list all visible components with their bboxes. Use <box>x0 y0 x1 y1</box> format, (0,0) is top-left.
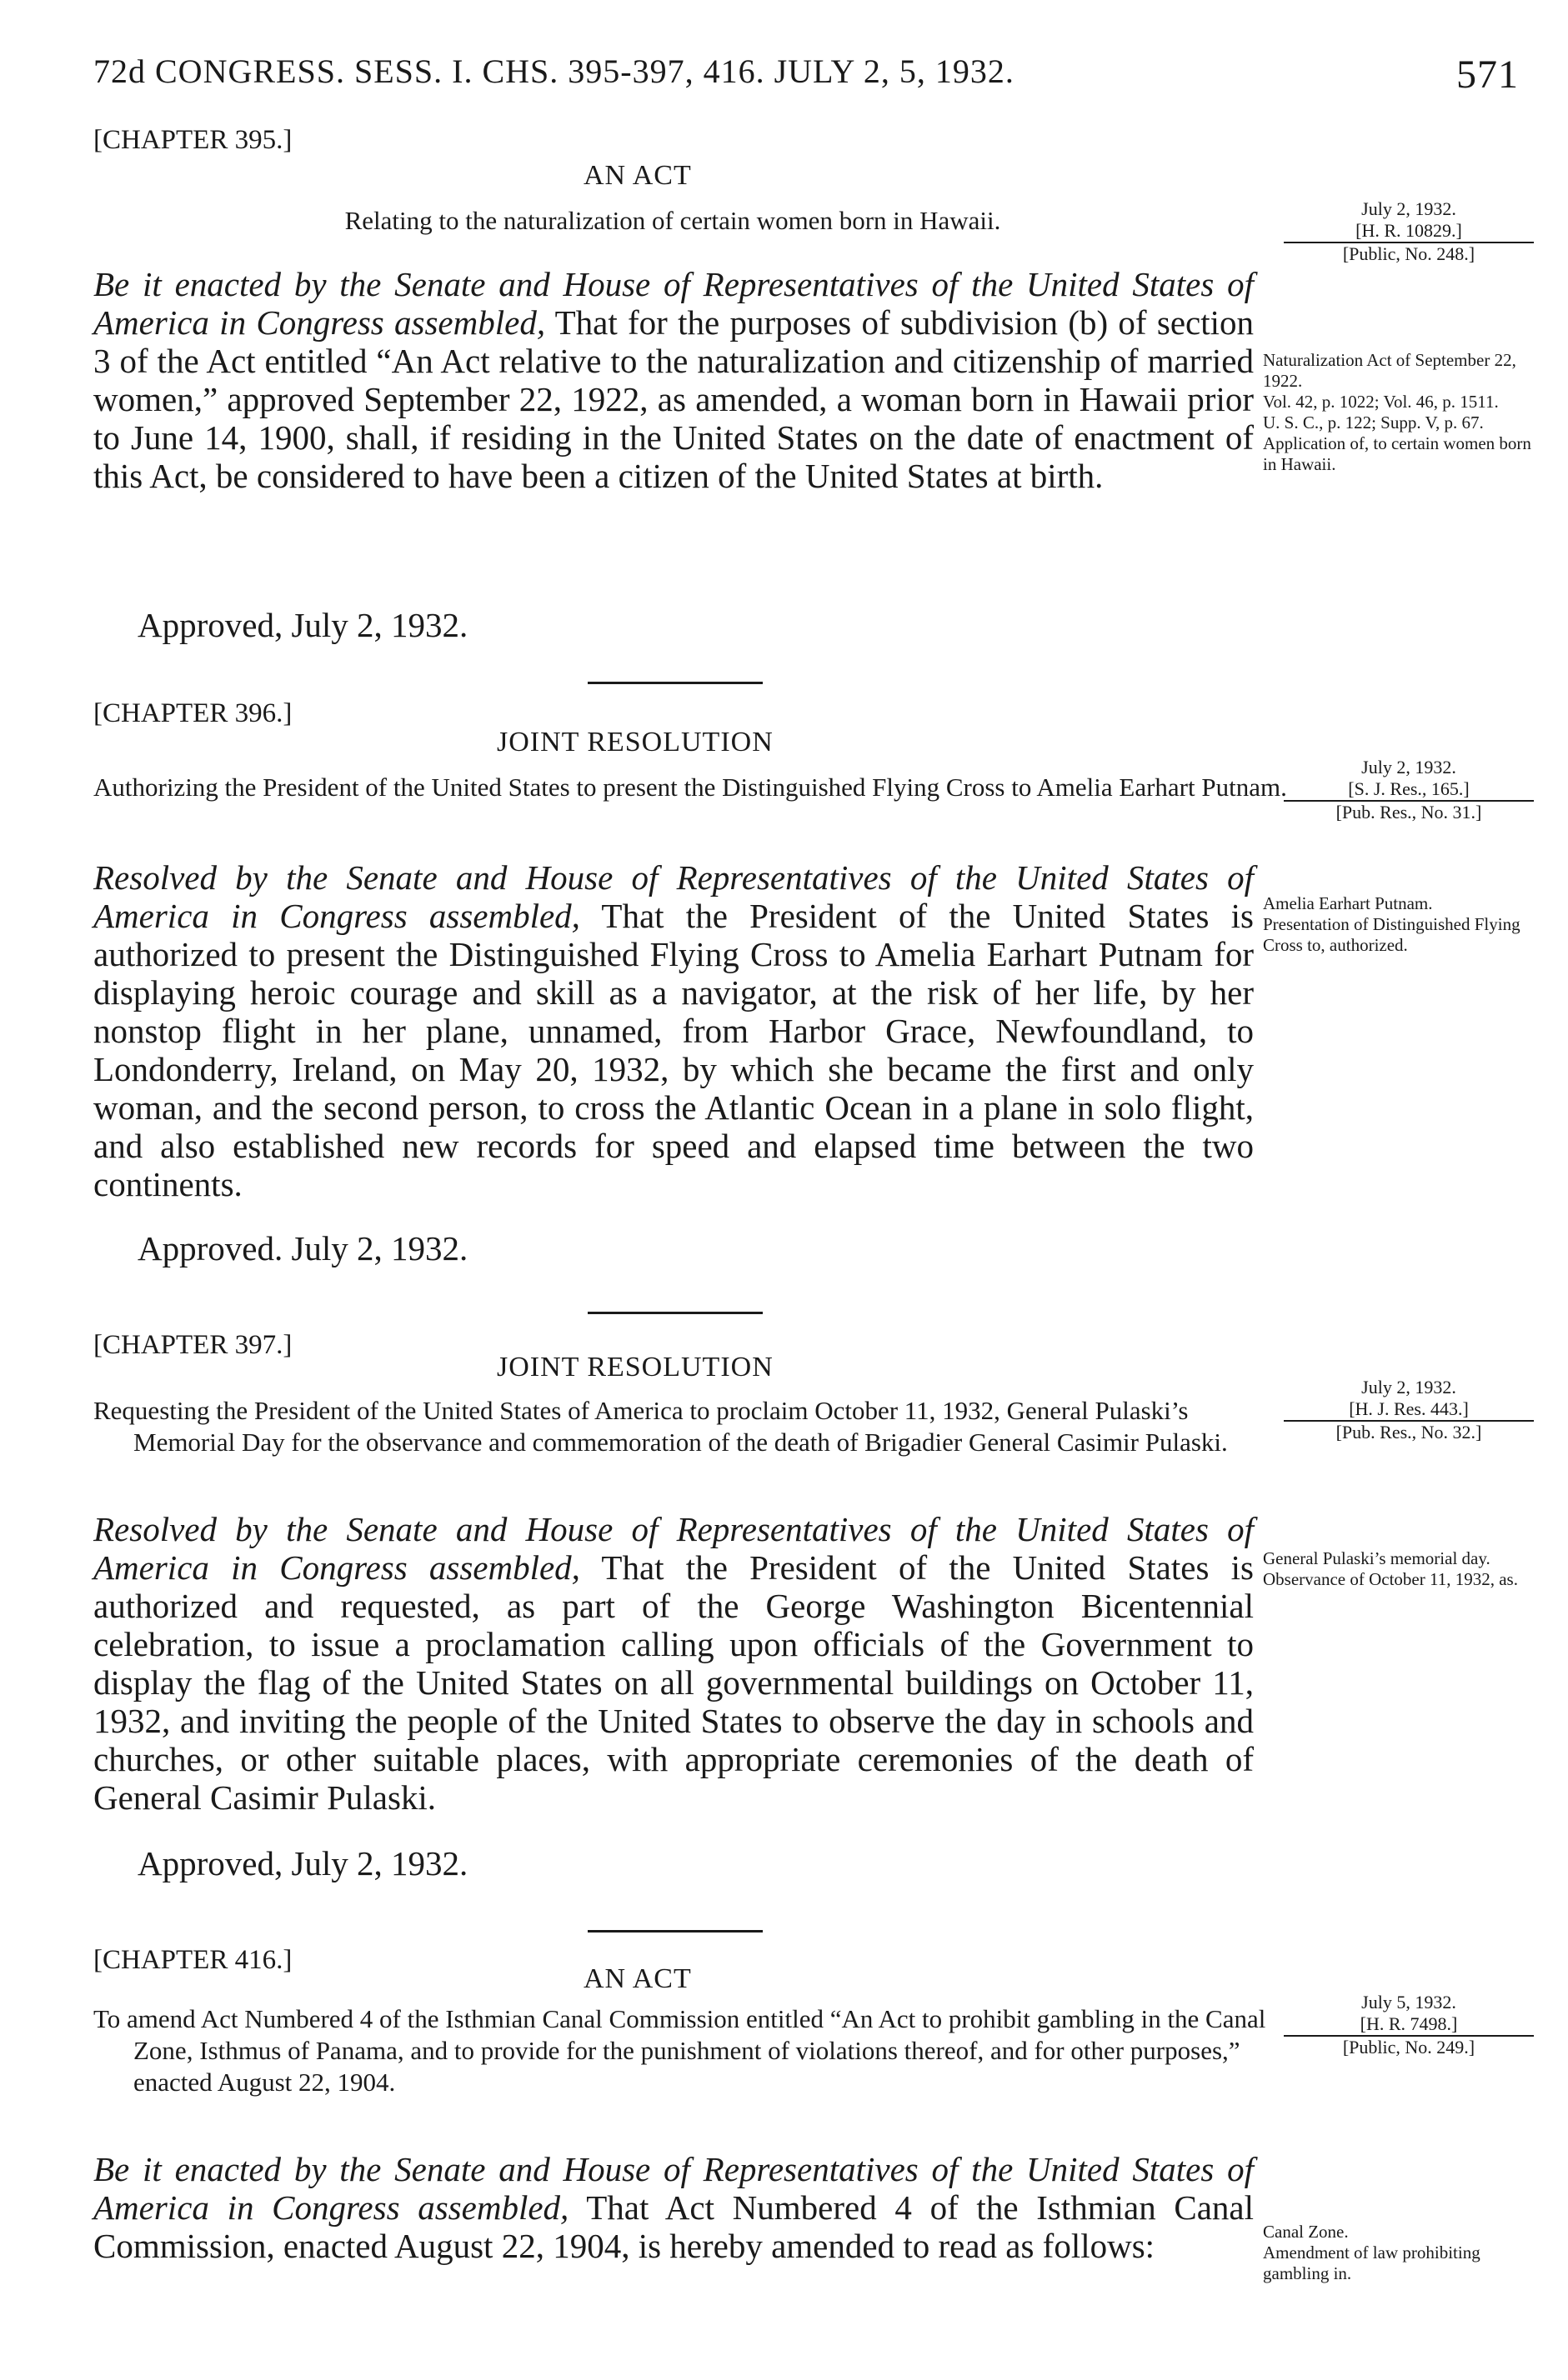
section-divider <box>588 1312 763 1314</box>
chapter-397-public-number: [Pub. Res., No. 32.] <box>1335 1422 1482 1442</box>
chapter-395-side-notes <box>1263 350 1542 475</box>
chapter-397-bill-number: [H. J. Res. 443.] <box>1284 1398 1534 1422</box>
chapter-416-label: [CHAPTER 416.] <box>93 1945 293 1975</box>
chapter-396-public-number: [Pub. Res., No. 31.] <box>1335 802 1482 822</box>
chapter-416-body-text: That Act Numbered 4 of the Isthmian Canal Commission, enacted August 22, 1904, is hereby amended to read as follows: <box>93 2188 1255 2265</box>
chapter-416-act-type: AN ACT <box>584 1963 692 1994</box>
side-note: Presentation of Distinguished Flying Cross to, authorized. <box>1263 914 1520 955</box>
chapter-395-public-number: [Public, No. 248.] <box>1342 243 1475 264</box>
chapter-416-public-number: [Public, No. 249.] <box>1342 2037 1475 2058</box>
chapter-396-body-text: That the President of the United States is authorized to present the Distinguished Flying Cross to Amelia Earhart Putnam for displaying heroic courage and skill as a navigator, at the risk of her life, by her nonstop flight in her plane, unnamed, from Harbor Grace, Newfoundland, to Londonderry, Ireland, on May 20, 1932, by which she became the first and only woman, and the second person, to cross the Atlantic Ocean in a plane in solo flight, and also established new records for speed and elapsed time between the two continents. <box>93 897 1254 1203</box>
chapter-397-enacting-clause: Resolved by the Senate and House of Representatives of the United States of America in Congress assembled, <box>93 1510 1254 1587</box>
chapter-396-title: Authorizing the President of the United States to present the Distinguished Flying Cross to Amelia Earhart Putnam. <box>93 772 1287 802</box>
chapter-395-date: July 2, 1932. <box>1361 198 1456 219</box>
chapter-397-side-notes <box>1263 1548 1542 1590</box>
chapter-416-enacting-clause: Be it enacted by the Senate and House of Representatives of the United States of America in Congress assembled, <box>93 2150 1254 2227</box>
chapter-416-margin-citation <box>1284 1992 1534 2058</box>
chapter-416-body <box>93 2150 1254 2265</box>
chapter-395-title: Relating to the naturalization of certain women born in Hawaii. <box>344 206 1001 235</box>
chapter-397-body <box>93 1510 1254 1817</box>
chapter-395-label: [CHAPTER 395.] <box>93 125 293 155</box>
side-note: Canal Zone. <box>1263 2222 1349 2242</box>
chapter-397-title: Requesting the President of the United States of America to proclaim October 11, 1932, General Pulaski’s Memorial Day for the observance and commemoration of the death of Brigadier General Casimir Pulaski. <box>93 1396 1228 1457</box>
chapter-395-bill-number: [H. R. 10829.] <box>1284 220 1534 243</box>
chapter-396-margin-citation <box>1284 757 1534 823</box>
chapter-396-act-type: JOINT RESOLUTION <box>497 727 774 758</box>
chapter-395-approved: Approved, July 2, 1932. <box>138 606 468 644</box>
chapter-396-approved: Approved. July 2, 1932. <box>138 1229 468 1268</box>
section-divider <box>588 1930 763 1932</box>
side-note: Naturalization Act of September 22, 1922. <box>1263 350 1516 391</box>
chapter-397-label: [CHAPTER 397.] <box>93 1330 293 1360</box>
page-number: 571 <box>1456 52 1519 97</box>
running-head-title: 72d CONGRESS. SESS. I. CHS. 395-397, 416. JULY 2, 5, 1932. <box>93 52 1014 90</box>
chapter-395-body-text: That for the purposes of subdivision (b) of section 3 of the Act entitled “An Act relative to the naturalization and citizenship of married women,” approved September 22, 1922, as amended, a woman born in Hawaii prior to June 14, 1900, shall, if residing in the United States on the date of enactment of this Act, be considered to have been a citizen of the United States at birth. <box>93 303 1254 495</box>
chapter-397-date: July 2, 1932. <box>1361 1377 1456 1398</box>
chapter-416-title: To amend Act Numbered 4 of the Isthmian Canal Commission entitled “An Act to prohibit gambling in the Canal Zone, Isthmus of Panama, and to provide for the punishment of violations thereof, and for other purposes,” enacted August 22, 1904. <box>93 2004 1266 2097</box>
chapter-395-enacting-clause: Be it enacted by the Senate and House of Representatives of the United States of America in Congress assembled, <box>93 265 1254 342</box>
chapter-397-margin-citation <box>1284 1377 1534 1443</box>
chapter-416-bill-number: [H. R. 7498.] <box>1284 2013 1534 2037</box>
chapter-416-side-notes <box>1263 2222 1542 2284</box>
side-note: Observance of October 11, 1932, as. <box>1263 1569 1518 1589</box>
side-note: Amelia Earhart Putnam. <box>1263 893 1433 913</box>
chapter-416-date: July 5, 1932. <box>1361 1992 1456 2012</box>
chapter-397-body-text: That the President of the United States is authorized and requested, as part of the George Washington Bicentennial celebration, to issue a proclamation calling upon officials of the Government to display the flag of the United States on all governmental buildings on October 11, 1932, and inviting the people of the United States to observe the day in schools and churches, or other suitable places, with appropriate ceremonies of the death of General Casimir Pulaski. <box>93 1548 1254 1817</box>
chapter-397-approved: Approved, July 2, 1932. <box>138 1844 468 1882</box>
chapter-397-act-type: JOINT RESOLUTION <box>497 1352 774 1382</box>
chapter-396-body <box>93 858 1254 1203</box>
section-divider <box>588 682 763 684</box>
side-note: U. S. C., p. 122; Supp. V, p. 67. <box>1263 412 1484 432</box>
side-note: General Pulaski’s memorial day. <box>1263 1548 1490 1568</box>
chapter-396-label: [CHAPTER 396.] <box>93 698 293 728</box>
running-head <box>93 52 1519 110</box>
chapter-395-body <box>93 265 1254 495</box>
side-note: Amendment of law prohibiting gambling in. <box>1263 2242 1480 2283</box>
chapter-396-date: July 2, 1932. <box>1361 757 1456 778</box>
side-note: Application of, to certain women born in Hawaii. <box>1263 433 1531 474</box>
chapter-396-bill-number: [S. J. Res., 165.] <box>1284 778 1534 802</box>
chapter-396-side-notes <box>1263 893 1542 956</box>
chapter-395-margin-citation <box>1284 198 1534 265</box>
chapter-396-enacting-clause: Resolved by the Senate and House of Representatives of the United States of America in Congress assembled, <box>93 858 1254 935</box>
side-note: Vol. 42, p. 1022; Vol. 46, p. 1511. <box>1263 392 1499 412</box>
chapter-395-act-type: AN ACT <box>584 160 692 191</box>
